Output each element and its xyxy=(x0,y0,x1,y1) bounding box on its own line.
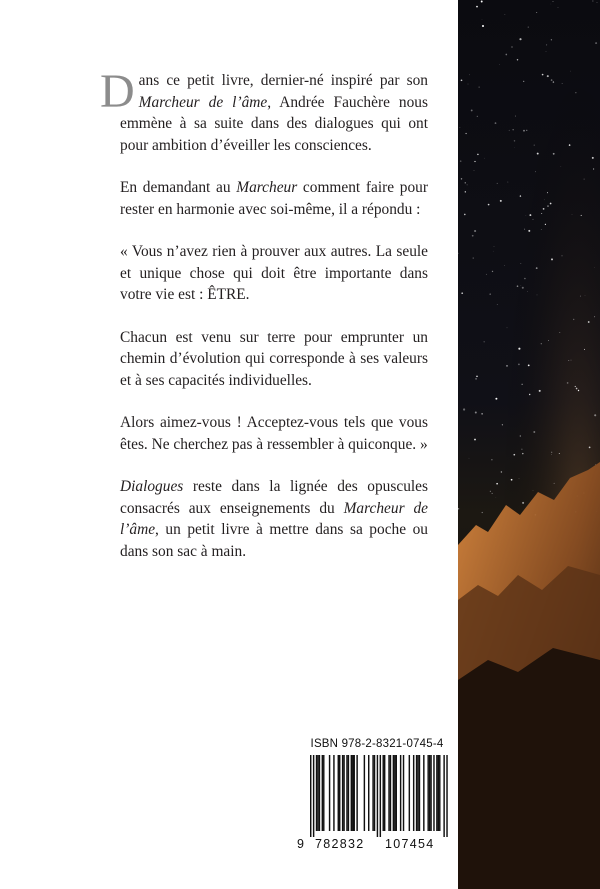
star xyxy=(475,411,477,413)
star xyxy=(508,182,509,183)
star xyxy=(573,319,574,320)
star xyxy=(592,1,593,2)
star xyxy=(465,133,466,134)
star xyxy=(497,304,498,305)
star xyxy=(482,512,483,513)
star xyxy=(547,192,548,193)
star xyxy=(474,161,475,162)
star xyxy=(493,251,494,252)
book-title-reference: Marcheur de l’âme xyxy=(138,93,268,111)
star xyxy=(537,153,539,155)
star xyxy=(562,83,563,84)
star xyxy=(584,179,585,180)
star xyxy=(554,483,555,484)
star xyxy=(521,263,522,264)
barcode-bar xyxy=(317,755,318,831)
barcode-bar xyxy=(354,755,355,831)
barcode-bar xyxy=(343,755,344,831)
barcode-bar xyxy=(419,755,420,831)
question-text-start: En demandant au xyxy=(120,179,237,196)
question-text-end: comment faire pour rester en harmonie avec soi-même, il a répondu : xyxy=(120,179,428,218)
star xyxy=(581,215,582,216)
star xyxy=(526,130,527,131)
barcode-bar xyxy=(339,755,340,831)
star xyxy=(548,340,549,341)
star xyxy=(541,213,542,214)
marcheur-reference: Marcheur xyxy=(236,179,298,196)
star xyxy=(553,153,555,155)
drop-cap-letter: D xyxy=(100,65,135,118)
closing-paragraph xyxy=(120,476,428,562)
barcode-bar xyxy=(393,755,394,831)
star xyxy=(528,364,530,366)
star xyxy=(559,332,560,333)
star xyxy=(472,235,474,237)
star xyxy=(511,46,512,47)
star xyxy=(488,204,490,206)
barcode-bar xyxy=(409,755,410,831)
star xyxy=(553,81,554,82)
star xyxy=(476,376,477,377)
star xyxy=(543,208,545,210)
star xyxy=(547,75,549,77)
barcode-bar xyxy=(352,755,353,831)
star xyxy=(523,81,524,82)
barcode-bar xyxy=(329,755,330,831)
star xyxy=(506,365,507,366)
star xyxy=(513,454,515,456)
barcode-bar xyxy=(316,755,317,831)
star xyxy=(542,74,544,76)
star xyxy=(534,145,535,146)
star xyxy=(585,295,586,296)
star xyxy=(550,203,552,205)
star xyxy=(529,394,530,395)
star xyxy=(518,348,520,350)
star xyxy=(567,382,569,384)
star xyxy=(571,360,572,361)
star xyxy=(477,154,479,156)
star xyxy=(536,12,537,13)
star xyxy=(533,490,534,491)
star xyxy=(507,328,508,329)
star xyxy=(474,230,476,232)
star xyxy=(515,116,516,117)
quote-paragraph-3: Alors aimez-vous ! Acceptez-vous tels que vous êtes. Ne cherchez pas à ressembler à quiconque. » xyxy=(120,414,428,453)
star xyxy=(570,71,571,72)
star xyxy=(465,182,466,183)
barcode-bar xyxy=(388,755,389,831)
star xyxy=(524,278,526,280)
star xyxy=(496,483,498,485)
barcode-bar xyxy=(372,755,373,831)
barcode-bar xyxy=(394,755,395,831)
star xyxy=(517,59,518,60)
star xyxy=(594,316,595,317)
star xyxy=(575,386,576,387)
star xyxy=(461,178,462,179)
star xyxy=(533,219,534,220)
barcode-bar xyxy=(338,755,339,831)
star xyxy=(521,449,522,450)
marcheur-title-reference: Marcheur de l’âme xyxy=(120,499,428,538)
star xyxy=(469,458,470,459)
barcode-bars xyxy=(303,755,451,837)
star xyxy=(475,378,477,380)
star xyxy=(460,127,461,128)
star xyxy=(576,388,578,390)
barcode-bar xyxy=(423,755,424,831)
barcode-bar xyxy=(416,755,417,831)
barcode-bar xyxy=(433,755,434,831)
star xyxy=(592,157,594,159)
star xyxy=(504,265,505,266)
star xyxy=(580,296,581,297)
barcode-bar xyxy=(390,755,391,831)
star xyxy=(535,171,536,172)
star xyxy=(520,195,521,196)
barcode-bar xyxy=(439,755,440,831)
star xyxy=(568,360,569,361)
star xyxy=(520,435,521,436)
star xyxy=(553,1,554,2)
star xyxy=(476,6,478,8)
star xyxy=(490,491,491,492)
star xyxy=(460,160,462,162)
star xyxy=(489,293,491,295)
star xyxy=(524,229,525,230)
barcode-bar xyxy=(348,755,349,831)
intro-paragraph xyxy=(100,65,428,156)
barcode-bar xyxy=(403,755,404,831)
star xyxy=(468,84,469,85)
star xyxy=(481,1,483,3)
star xyxy=(529,214,531,216)
star xyxy=(479,87,480,88)
star xyxy=(595,42,597,44)
star xyxy=(546,44,547,45)
star xyxy=(497,183,498,184)
barcode-bar xyxy=(384,755,385,831)
star xyxy=(482,25,484,27)
star xyxy=(544,200,545,201)
barcode-bar xyxy=(333,755,334,831)
barcode-bar xyxy=(427,755,428,831)
star xyxy=(551,452,552,453)
star xyxy=(505,54,507,56)
back-cover-text xyxy=(100,65,428,562)
quote-paragraph-1: « Vous n’avez rien à prouver aux autres. La seule et unique chose qui doit être importante dans votre vie est : ÊTRE. xyxy=(120,243,428,303)
star xyxy=(551,454,552,455)
star xyxy=(481,413,482,414)
star xyxy=(491,459,492,460)
star xyxy=(484,341,485,342)
barcode-bar xyxy=(429,755,430,831)
star xyxy=(486,274,487,275)
barcode-bar xyxy=(436,755,437,831)
star xyxy=(594,414,596,416)
star xyxy=(502,424,503,425)
star xyxy=(597,2,598,3)
star xyxy=(522,453,523,454)
barcode-bar xyxy=(438,755,439,831)
star xyxy=(509,130,510,131)
star xyxy=(528,27,529,28)
isbn-number: ISBN 978-2-8321-0745-4 xyxy=(310,738,444,750)
star xyxy=(522,502,524,504)
barcode-bar xyxy=(356,755,357,831)
star xyxy=(541,343,542,344)
star xyxy=(523,130,525,132)
star xyxy=(461,292,463,294)
star xyxy=(584,349,585,350)
night-sky-mountain-image xyxy=(458,0,600,889)
barcode-bar xyxy=(310,755,311,837)
star xyxy=(505,14,506,15)
star xyxy=(541,229,542,230)
star xyxy=(465,191,466,192)
star xyxy=(545,224,546,225)
barcode-bar xyxy=(346,755,347,831)
star xyxy=(522,287,524,289)
barcode-bar xyxy=(400,755,401,831)
star xyxy=(499,64,500,65)
isbn-barcode xyxy=(297,738,457,851)
star xyxy=(474,439,476,441)
star xyxy=(494,246,495,247)
star xyxy=(492,271,493,272)
barcode-bar xyxy=(313,755,314,837)
star xyxy=(464,214,466,216)
barcode-bar xyxy=(417,755,418,831)
star xyxy=(572,214,573,215)
star xyxy=(513,129,514,130)
star xyxy=(471,109,473,111)
barcode-left-digits: 782832 xyxy=(315,837,365,851)
star xyxy=(519,38,521,40)
barcode-first-digit: 9 xyxy=(297,837,306,851)
quote-paragraph-2: Chacun est venu sur terre pour emprunter un chemin d’évolution qui corresponde à ses valeurs et à ses capacités individuelles. xyxy=(120,328,428,389)
star xyxy=(474,170,475,171)
star xyxy=(558,7,559,8)
barcode-bar xyxy=(443,755,444,837)
star xyxy=(589,447,591,449)
star xyxy=(511,479,513,481)
closing-text-end: , un petit livre à mettre dans sa poche ou dans son sac à main. xyxy=(120,521,428,560)
star xyxy=(482,19,483,20)
star xyxy=(514,140,515,141)
barcode-bar xyxy=(342,755,343,831)
star xyxy=(551,258,553,260)
star xyxy=(495,122,497,124)
star xyxy=(527,291,528,292)
star xyxy=(588,321,590,323)
star xyxy=(547,205,549,207)
star xyxy=(492,493,493,494)
barcode-bar xyxy=(383,755,384,831)
star xyxy=(533,431,535,433)
star xyxy=(467,184,468,185)
barcode-bar xyxy=(319,755,320,831)
star xyxy=(537,295,538,296)
barcode-bar xyxy=(323,755,324,831)
barcode-right-digits: 107454 xyxy=(385,837,435,851)
star xyxy=(593,168,594,169)
star xyxy=(546,51,547,52)
star xyxy=(539,390,541,392)
dialogues-title: Dialogues xyxy=(120,478,184,495)
barcode-bar xyxy=(374,755,375,831)
barcode-bar xyxy=(446,755,447,837)
star xyxy=(559,453,560,454)
star xyxy=(536,267,538,269)
star xyxy=(519,478,520,479)
star xyxy=(473,258,474,259)
star xyxy=(495,398,497,400)
closing-text-start: reste dans la lignée des opuscules consacrés aux enseignements du xyxy=(120,478,428,517)
star xyxy=(469,74,470,75)
barcode-bar xyxy=(377,755,378,837)
star xyxy=(575,92,576,93)
barcode-bar xyxy=(368,755,369,831)
barcode-bar xyxy=(322,755,323,831)
barcode-bar xyxy=(364,755,365,831)
barcode-bar xyxy=(351,755,352,831)
star xyxy=(463,408,465,410)
barcode-bar xyxy=(396,755,397,831)
star xyxy=(569,144,571,146)
star xyxy=(500,200,502,202)
intro-text-start: ans ce petit livre, dernier-né inspiré par son xyxy=(138,72,428,89)
intro-text-end: , Andrée Fauchère nous emmène à sa suite dans des dialogues qui ont pour ambition d’éveiller les consciences. xyxy=(120,93,428,154)
barcode-bar xyxy=(413,755,414,831)
star xyxy=(528,230,530,232)
star xyxy=(551,39,552,40)
barcode-bar xyxy=(430,755,431,831)
star xyxy=(578,390,579,391)
star xyxy=(517,285,519,287)
star xyxy=(477,116,478,117)
star xyxy=(461,79,463,81)
star xyxy=(551,79,553,81)
star xyxy=(501,471,502,472)
barcode-bar xyxy=(380,755,381,837)
question-paragraph xyxy=(120,177,428,220)
star xyxy=(562,255,563,256)
star xyxy=(518,364,520,366)
star xyxy=(522,384,523,385)
